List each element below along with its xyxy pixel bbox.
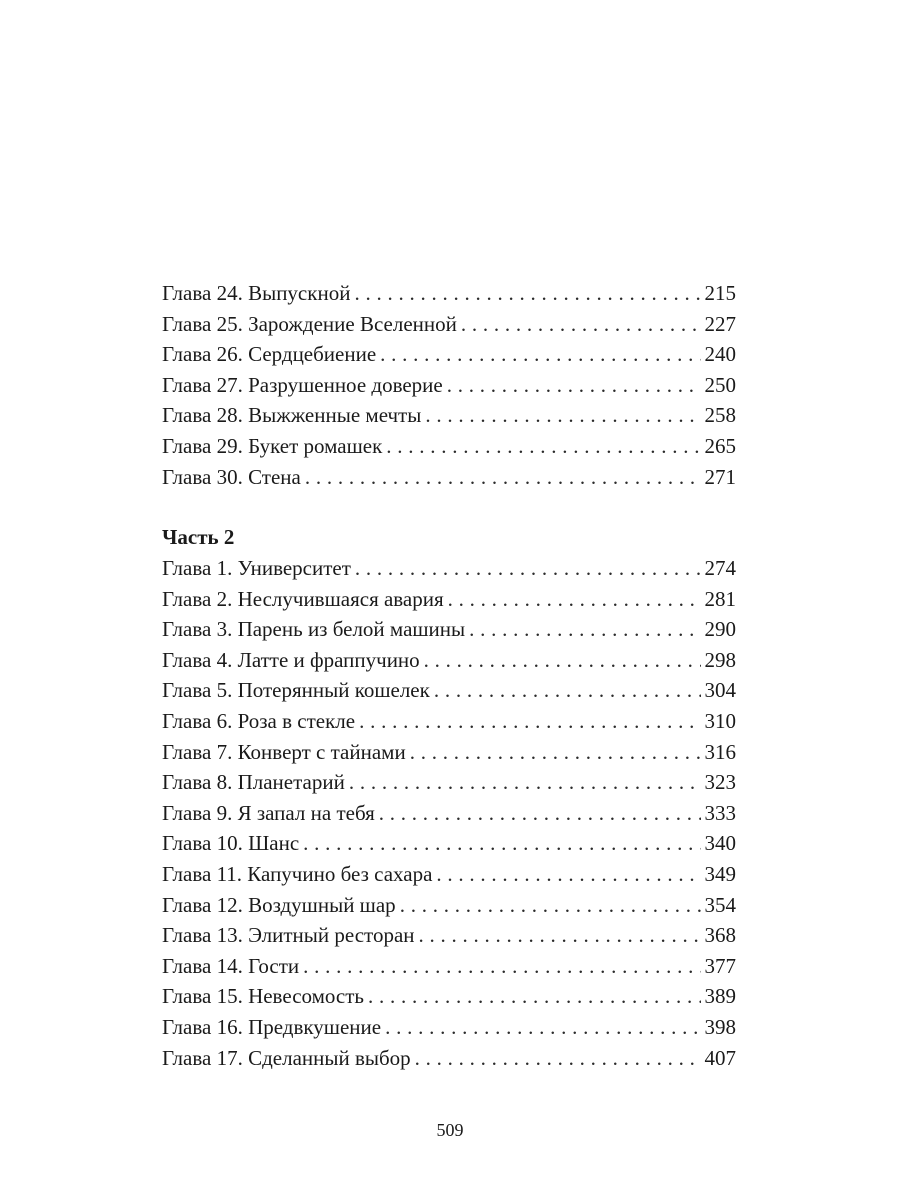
toc-entry-title: Глава 9. Я запал на тебя [162, 800, 375, 825]
toc-entry-page: 240 [704, 342, 736, 367]
dot-leader [354, 278, 700, 309]
toc-entry-title: Глава 12. Воздушный шар [162, 892, 396, 917]
toc-entry-title: Глава 26. Сердцебиение [162, 342, 377, 367]
toc-entry-title: Глава 2. Неслучившаяся авария [162, 586, 444, 611]
toc-entry-page: 290 [704, 617, 736, 642]
toc-entry [162, 981, 736, 1012]
toc-entry [162, 584, 736, 615]
toc-entry-title: Глава 27. Разрушенное доверие [162, 372, 443, 397]
toc-entry [162, 370, 736, 401]
toc-entry-page: 316 [704, 739, 736, 764]
toc-entry-title: Глава 29. Букет ромашек [162, 433, 383, 458]
toc-part-1-list [162, 278, 736, 492]
toc-entry-title: Глава 6. Роза в стекле [162, 708, 356, 733]
toc-entry-page: 215 [704, 281, 736, 305]
toc-entry [162, 920, 736, 951]
dot-leader [410, 737, 701, 768]
dot-leader [419, 920, 701, 951]
dot-leader [380, 339, 700, 370]
dot-leader [303, 951, 700, 982]
toc-entry-page: 271 [704, 464, 736, 489]
toc-entry-page: 304 [704, 678, 736, 703]
part-2-heading: Часть 2 [162, 525, 235, 549]
dot-leader [436, 859, 700, 890]
dot-leader [447, 370, 701, 401]
toc-entry [162, 645, 736, 676]
toc-entry-title: Глава 10. Шанс [162, 831, 300, 856]
toc-entry-page: 398 [704, 1014, 736, 1039]
toc-entry [162, 798, 736, 829]
toc-entry-title: Глава 8. Планетарий [162, 770, 345, 795]
dot-leader [469, 614, 700, 645]
toc-entry [162, 737, 736, 768]
dot-leader [359, 706, 700, 737]
toc-entry [162, 1043, 736, 1074]
toc-entry-title: Глава 16. Предвкушение [162, 1014, 382, 1039]
toc-entry-page: 227 [704, 311, 736, 336]
toc-entry-title: Глава 14. Гости [162, 953, 300, 978]
toc-entry [162, 951, 736, 982]
toc-entry [162, 431, 736, 462]
toc-entry-title: Глава 13. Элитный ресторан [162, 923, 415, 948]
toc-entry [162, 828, 736, 859]
toc-entry-title: Глава 28. Выжженные мечты [162, 403, 422, 428]
toc-entry [162, 400, 736, 431]
dot-leader [424, 645, 701, 676]
dot-leader [385, 1012, 700, 1043]
toc-entry [162, 462, 736, 493]
dot-leader [305, 462, 701, 493]
toc-entry-title: Глава 25. Зарождение Вселенной [162, 311, 457, 336]
page-number: 509 [436, 1120, 464, 1140]
toc-entry-page: 389 [704, 984, 736, 1009]
toc-entry-page: 258 [704, 403, 736, 428]
dot-leader [425, 400, 700, 431]
toc-entry-page: 354 [704, 892, 736, 917]
toc-entry-title: Глава 7. Конверт с тайнами [162, 739, 406, 764]
toc-entry-page: 323 [704, 770, 736, 795]
dot-leader [355, 553, 701, 584]
toc-entry [162, 614, 736, 645]
toc-entry [162, 859, 736, 890]
toc-entry-title: Глава 1. Университет [162, 556, 351, 580]
toc-entry-page: 265 [704, 433, 736, 458]
toc-entry [162, 675, 736, 706]
dot-leader [434, 675, 701, 706]
toc-entry-page: 281 [704, 586, 736, 611]
toc-entry-title: Глава 24. Выпускной [162, 281, 351, 305]
toc-entry-title: Глава 5. Потерянный кошелек [162, 678, 430, 703]
dot-leader [448, 584, 701, 615]
toc-entry [162, 339, 736, 370]
toc-entry-title: Глава 3. Парень из белой машины [162, 617, 466, 642]
toc-entry-title: Глава 30. Стена [162, 464, 301, 489]
toc-entry-title: Глава 15. Невесомость [162, 984, 365, 1009]
toc-entry-page: 298 [704, 647, 736, 672]
dot-leader [461, 309, 701, 340]
toc-entry-page: 340 [704, 831, 736, 856]
dot-leader [349, 767, 701, 798]
toc-entry-page: 368 [704, 923, 736, 948]
toc-entry-title: Глава 17. Сделанный выбор [162, 1045, 411, 1070]
dot-leader [303, 828, 700, 859]
toc-entry [162, 767, 736, 798]
toc-entry-page: 310 [704, 708, 736, 733]
toc-entry-page: 333 [704, 800, 736, 825]
dot-leader [386, 431, 700, 462]
toc-entry-page: 349 [704, 861, 736, 886]
toc-entry [162, 1012, 736, 1043]
dot-leader [400, 890, 701, 921]
toc-entry [162, 278, 736, 309]
toc-entry-page: 377 [704, 953, 736, 978]
dot-leader [415, 1043, 701, 1074]
toc-entry [162, 706, 736, 737]
toc-entry-page: 274 [704, 556, 736, 580]
toc-entry [162, 309, 736, 340]
toc-part-2-list [162, 553, 736, 1073]
toc-entry-page: 407 [704, 1045, 736, 1070]
dot-leader [368, 981, 700, 1012]
toc-entry [162, 553, 736, 584]
dot-leader [379, 798, 701, 829]
toc-entry-title: Глава 4. Латте и фраппучино [162, 647, 420, 672]
toc-entry-title: Глава 11. Капучино без сахара [162, 861, 433, 886]
toc-entry-page: 250 [704, 372, 736, 397]
toc-entry [162, 890, 736, 921]
